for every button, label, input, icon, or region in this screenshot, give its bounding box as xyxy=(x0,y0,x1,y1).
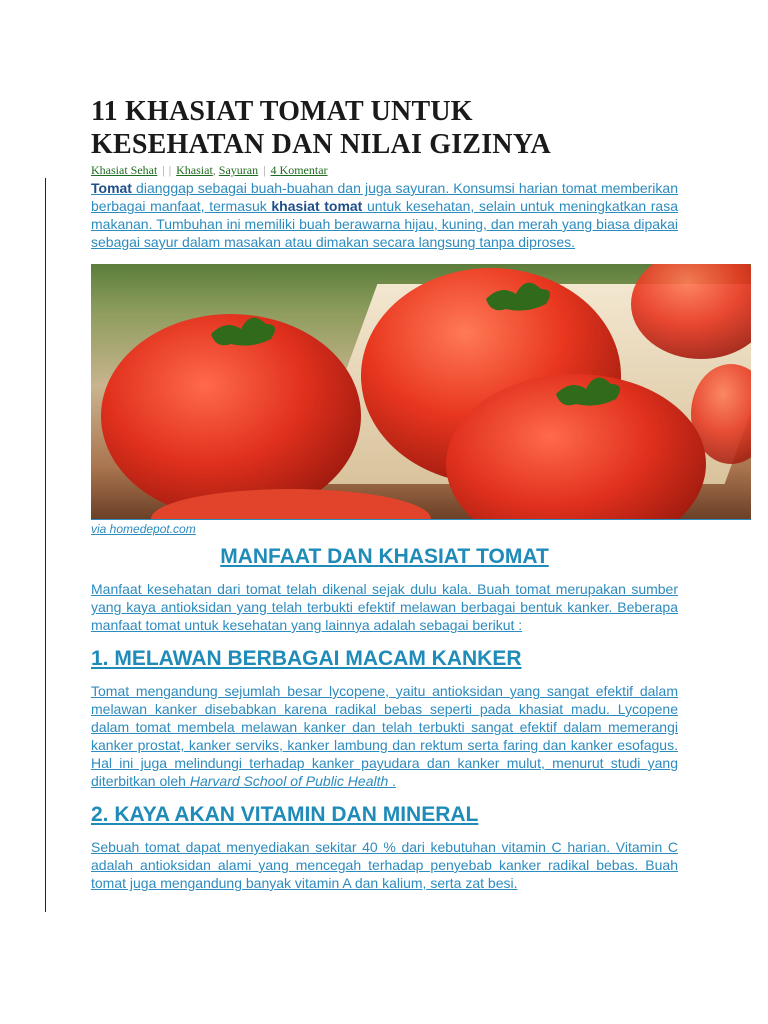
point-2-paragraph[interactable]: Sebuah tomat dapat menyediakan sekitar 40 % dari kebutuhan vitamin C harian. Vitamin C adalah antioksidan alami yang mencegah terhadap penyebab kanker radikal bebas. Buah tomat juga mengandung banyak vitamin A dan kalium, serta zat besi. xyxy=(91,839,678,891)
point-1-paragraph[interactable] xyxy=(91,682,678,790)
category-link-khasiat[interactable]: Khasiat xyxy=(176,163,213,177)
page-margin-line xyxy=(45,178,46,912)
section-intro-paragraph[interactable]: Manfaat kesehatan dari tomat telah dikenal sejak dulu kala. Buah tomat merupakan sumber yang kaya antioksidan yang telah terbukti efektif melawan berbagai bentuk kanker. Beberapa manfaat tomat untuk kesehatan yang lainnya adalah sebagai berikut : xyxy=(91,581,678,633)
point-1-text: Tomat mengandung sejumlah besar lycopene, yaitu antioksidan yang sangat efektif dalam melawan kanker disebabkan karena radikal bebas seperti pada khasiat madu. Lycopene dalam tomat membela melawan kanker dan telah terbukti sangat efektif dalam memerangi kanker prostat, kanker serviks, kanker lambung dan rektum serta faring dan kanker esofagus. Hal ini juga melindungi terhadap kanker payudara dan kanker mulut, menurut studi yang diterbitkan oleh xyxy=(91,683,678,789)
meta-separator: | xyxy=(263,163,266,177)
meta-separator: | xyxy=(168,163,172,177)
article-meta xyxy=(91,163,678,177)
meta-comma: , xyxy=(212,163,216,177)
intro-bold-tomat: Tomat xyxy=(91,180,132,196)
category-link-khasiat-sehat[interactable]: Khasiat Sehat xyxy=(91,163,158,177)
category-link-sayuran[interactable]: Sayuran xyxy=(218,163,259,177)
intro-paragraph[interactable] xyxy=(91,179,678,251)
point-1-end: . xyxy=(388,773,397,789)
comments-link[interactable]: 4 Komentar xyxy=(270,163,328,177)
point-1-source: Harvard School of Public Health xyxy=(189,773,389,789)
point-2-heading: 2. KAYA AKAN VITAMIN DAN MINERAL xyxy=(91,803,479,826)
tomatoes-illustration xyxy=(91,264,751,519)
tomato-photo xyxy=(91,264,751,519)
article xyxy=(91,95,678,892)
point-1-heading: 1. MELAWAN BERBAGAI MACAM KANKER xyxy=(91,647,522,670)
article-title xyxy=(91,95,678,161)
image-caption[interactable]: via homedepot.com xyxy=(91,519,751,536)
section-title: MANFAAT DAN KHASIAT TOMAT xyxy=(220,545,549,568)
meta-separator: | xyxy=(162,163,165,177)
intro-bold-khasiat: khasiat tomat xyxy=(271,198,363,214)
title-line-2: KESEHATAN DAN NILAI GIZINYA xyxy=(91,129,551,160)
title-line-1: 11 KHASIAT TOMAT UNTUK xyxy=(91,96,473,127)
intro-text-1: dianggap sebagai buah-buahan dan juga sayuran. Konsumsi harian tomat memberikan berbagai manfaat, termasuk xyxy=(91,180,678,214)
intro-text-2: untuk kesehatan, selain untuk meningkatkan rasa makanan. Tumbuhan ini memiliki buah berawarna hijau, kuning, dan merah yang biasa dipakai sebagai sayur dalam masakan atau dimakan secara langsung tanpa diproses. xyxy=(91,198,678,250)
